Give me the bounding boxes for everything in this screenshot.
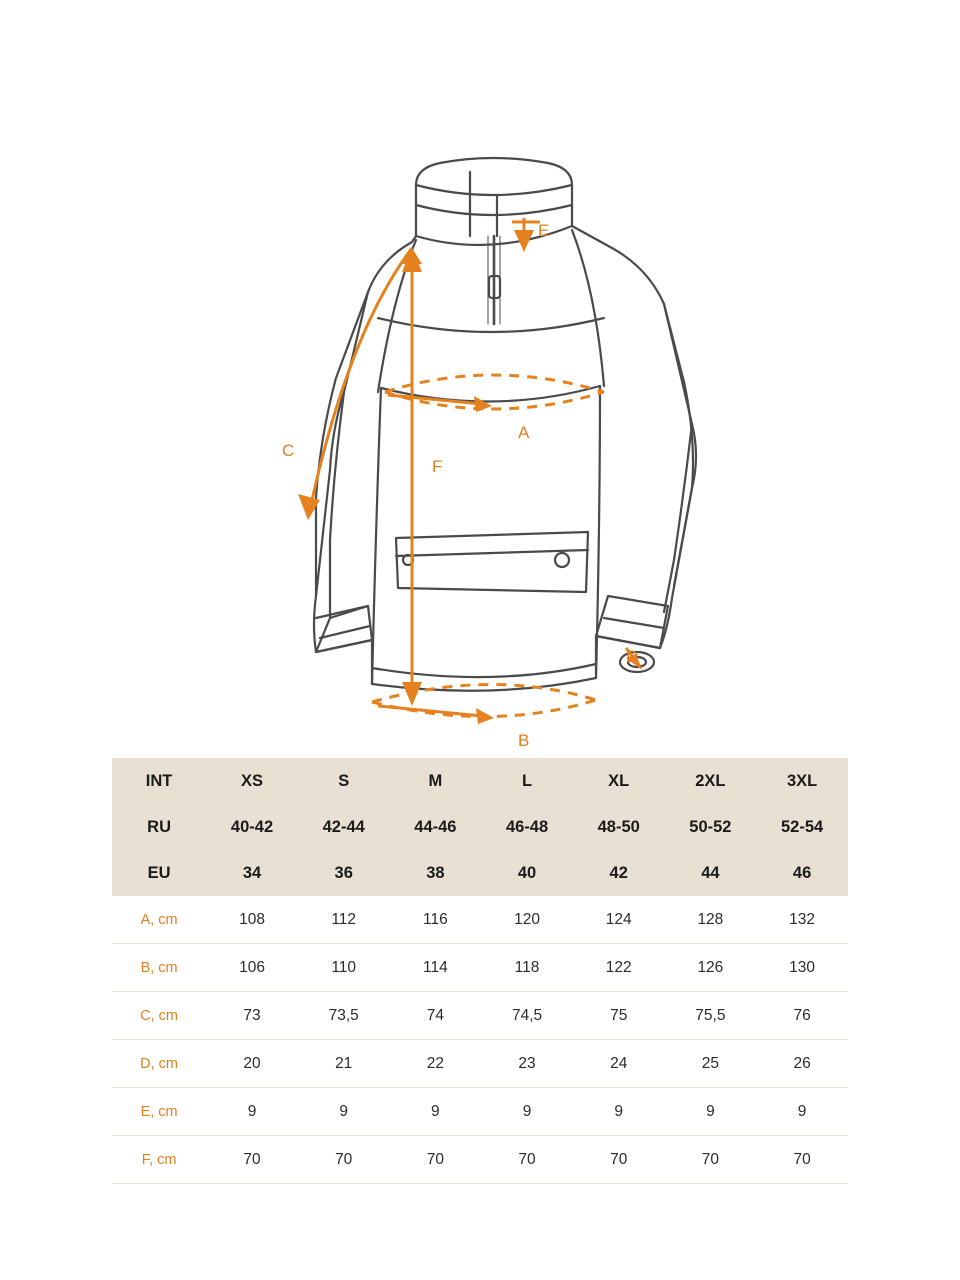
cell-eu-5: 42 [573,850,665,896]
cell-e-5: 9 [573,1088,665,1136]
diagram-label-b: B [518,731,530,750]
row-label-f: F, cm [112,1136,206,1184]
diagram-label-a: A [518,423,530,442]
table-row-e [112,1088,848,1136]
cell-b-5: 122 [573,944,665,992]
cell-f-1: 70 [206,1136,298,1184]
cell-f-5: 70 [573,1136,665,1184]
cell-eu-7: 46 [756,850,848,896]
table-row-ru [112,804,848,850]
cell-f-2: 70 [298,1136,390,1184]
cell-ru-6: 50-52 [665,804,757,850]
cell-c-6: 75,5 [665,992,757,1040]
cell-int-l: L [481,758,573,804]
cell-eu-3: 38 [390,850,482,896]
cell-d-1: 20 [206,1040,298,1088]
cell-ru-5: 48-50 [573,804,665,850]
cell-c-1: 73 [206,992,298,1040]
cell-a-1: 108 [206,896,298,944]
cell-f-4: 70 [481,1136,573,1184]
cell-eu-4: 40 [481,850,573,896]
cell-int-xs: XS [206,758,298,804]
cell-ru-4: 46-48 [481,804,573,850]
cell-c-2: 73,5 [298,992,390,1040]
table-row-a [112,896,848,944]
cell-b-6: 126 [665,944,757,992]
row-label-int: INT [112,758,206,804]
cell-c-3: 74 [390,992,482,1040]
cell-b-7: 130 [756,944,848,992]
cell-b-2: 110 [298,944,390,992]
cell-d-2: 21 [298,1040,390,1088]
diagram-label-c: C [282,441,295,460]
row-label-e: E, cm [112,1088,206,1136]
cell-e-6: 9 [665,1088,757,1136]
cell-c-4: 74,5 [481,992,573,1040]
cell-int-s: S [298,758,390,804]
diagram-label-e: E [538,221,550,240]
row-label-ru: RU [112,804,206,850]
table-row-d [112,1040,848,1088]
cell-f-6: 70 [665,1136,757,1184]
cell-eu-6: 44 [665,850,757,896]
cell-ru-1: 40-42 [206,804,298,850]
cell-b-1: 106 [206,944,298,992]
diagram-label-d: D [626,647,639,666]
cell-ru-2: 42-44 [298,804,390,850]
table-row-int [112,758,848,804]
cell-d-7: 26 [756,1040,848,1088]
cell-a-6: 128 [665,896,757,944]
row-label-eu: EU [112,850,206,896]
cell-b-4: 118 [481,944,573,992]
cell-d-3: 22 [390,1040,482,1088]
cell-d-4: 23 [481,1040,573,1088]
cell-c-7: 76 [756,992,848,1040]
cell-int-xl: XL [573,758,665,804]
cell-int-3xl: 3XL [756,758,848,804]
size-table [112,758,848,1184]
row-label-a: A, cm [112,896,206,944]
cell-e-4: 9 [481,1088,573,1136]
table-row-b [112,944,848,992]
garment-outline [314,158,696,691]
cell-int-2xl: 2XL [665,758,757,804]
cell-b-3: 114 [390,944,482,992]
cell-a-2: 112 [298,896,390,944]
cell-eu-2: 36 [298,850,390,896]
cell-f-3: 70 [390,1136,482,1184]
row-label-b: B, cm [112,944,206,992]
cell-e-3: 9 [390,1088,482,1136]
table-row-f [112,1136,848,1184]
cell-ru-3: 44-46 [390,804,482,850]
diagram-label-f: F [432,457,443,476]
cell-a-7: 132 [756,896,848,944]
row-label-d: D, cm [112,1040,206,1088]
cell-e-7: 9 [756,1088,848,1136]
cell-a-3: 116 [390,896,482,944]
cell-int-m: M [390,758,482,804]
row-label-c: C, cm [112,992,206,1040]
table-row-eu [112,850,848,896]
cell-a-4: 120 [481,896,573,944]
cell-e-2: 9 [298,1088,390,1136]
cell-eu-1: 34 [206,850,298,896]
cell-f-7: 70 [756,1136,848,1184]
cell-e-1: 9 [206,1088,298,1136]
cell-ru-7: 52-54 [756,804,848,850]
cell-d-6: 25 [665,1040,757,1088]
cell-a-5: 124 [573,896,665,944]
cell-c-5: 75 [573,992,665,1040]
table-row-c [112,992,848,1040]
cell-d-5: 24 [573,1040,665,1088]
